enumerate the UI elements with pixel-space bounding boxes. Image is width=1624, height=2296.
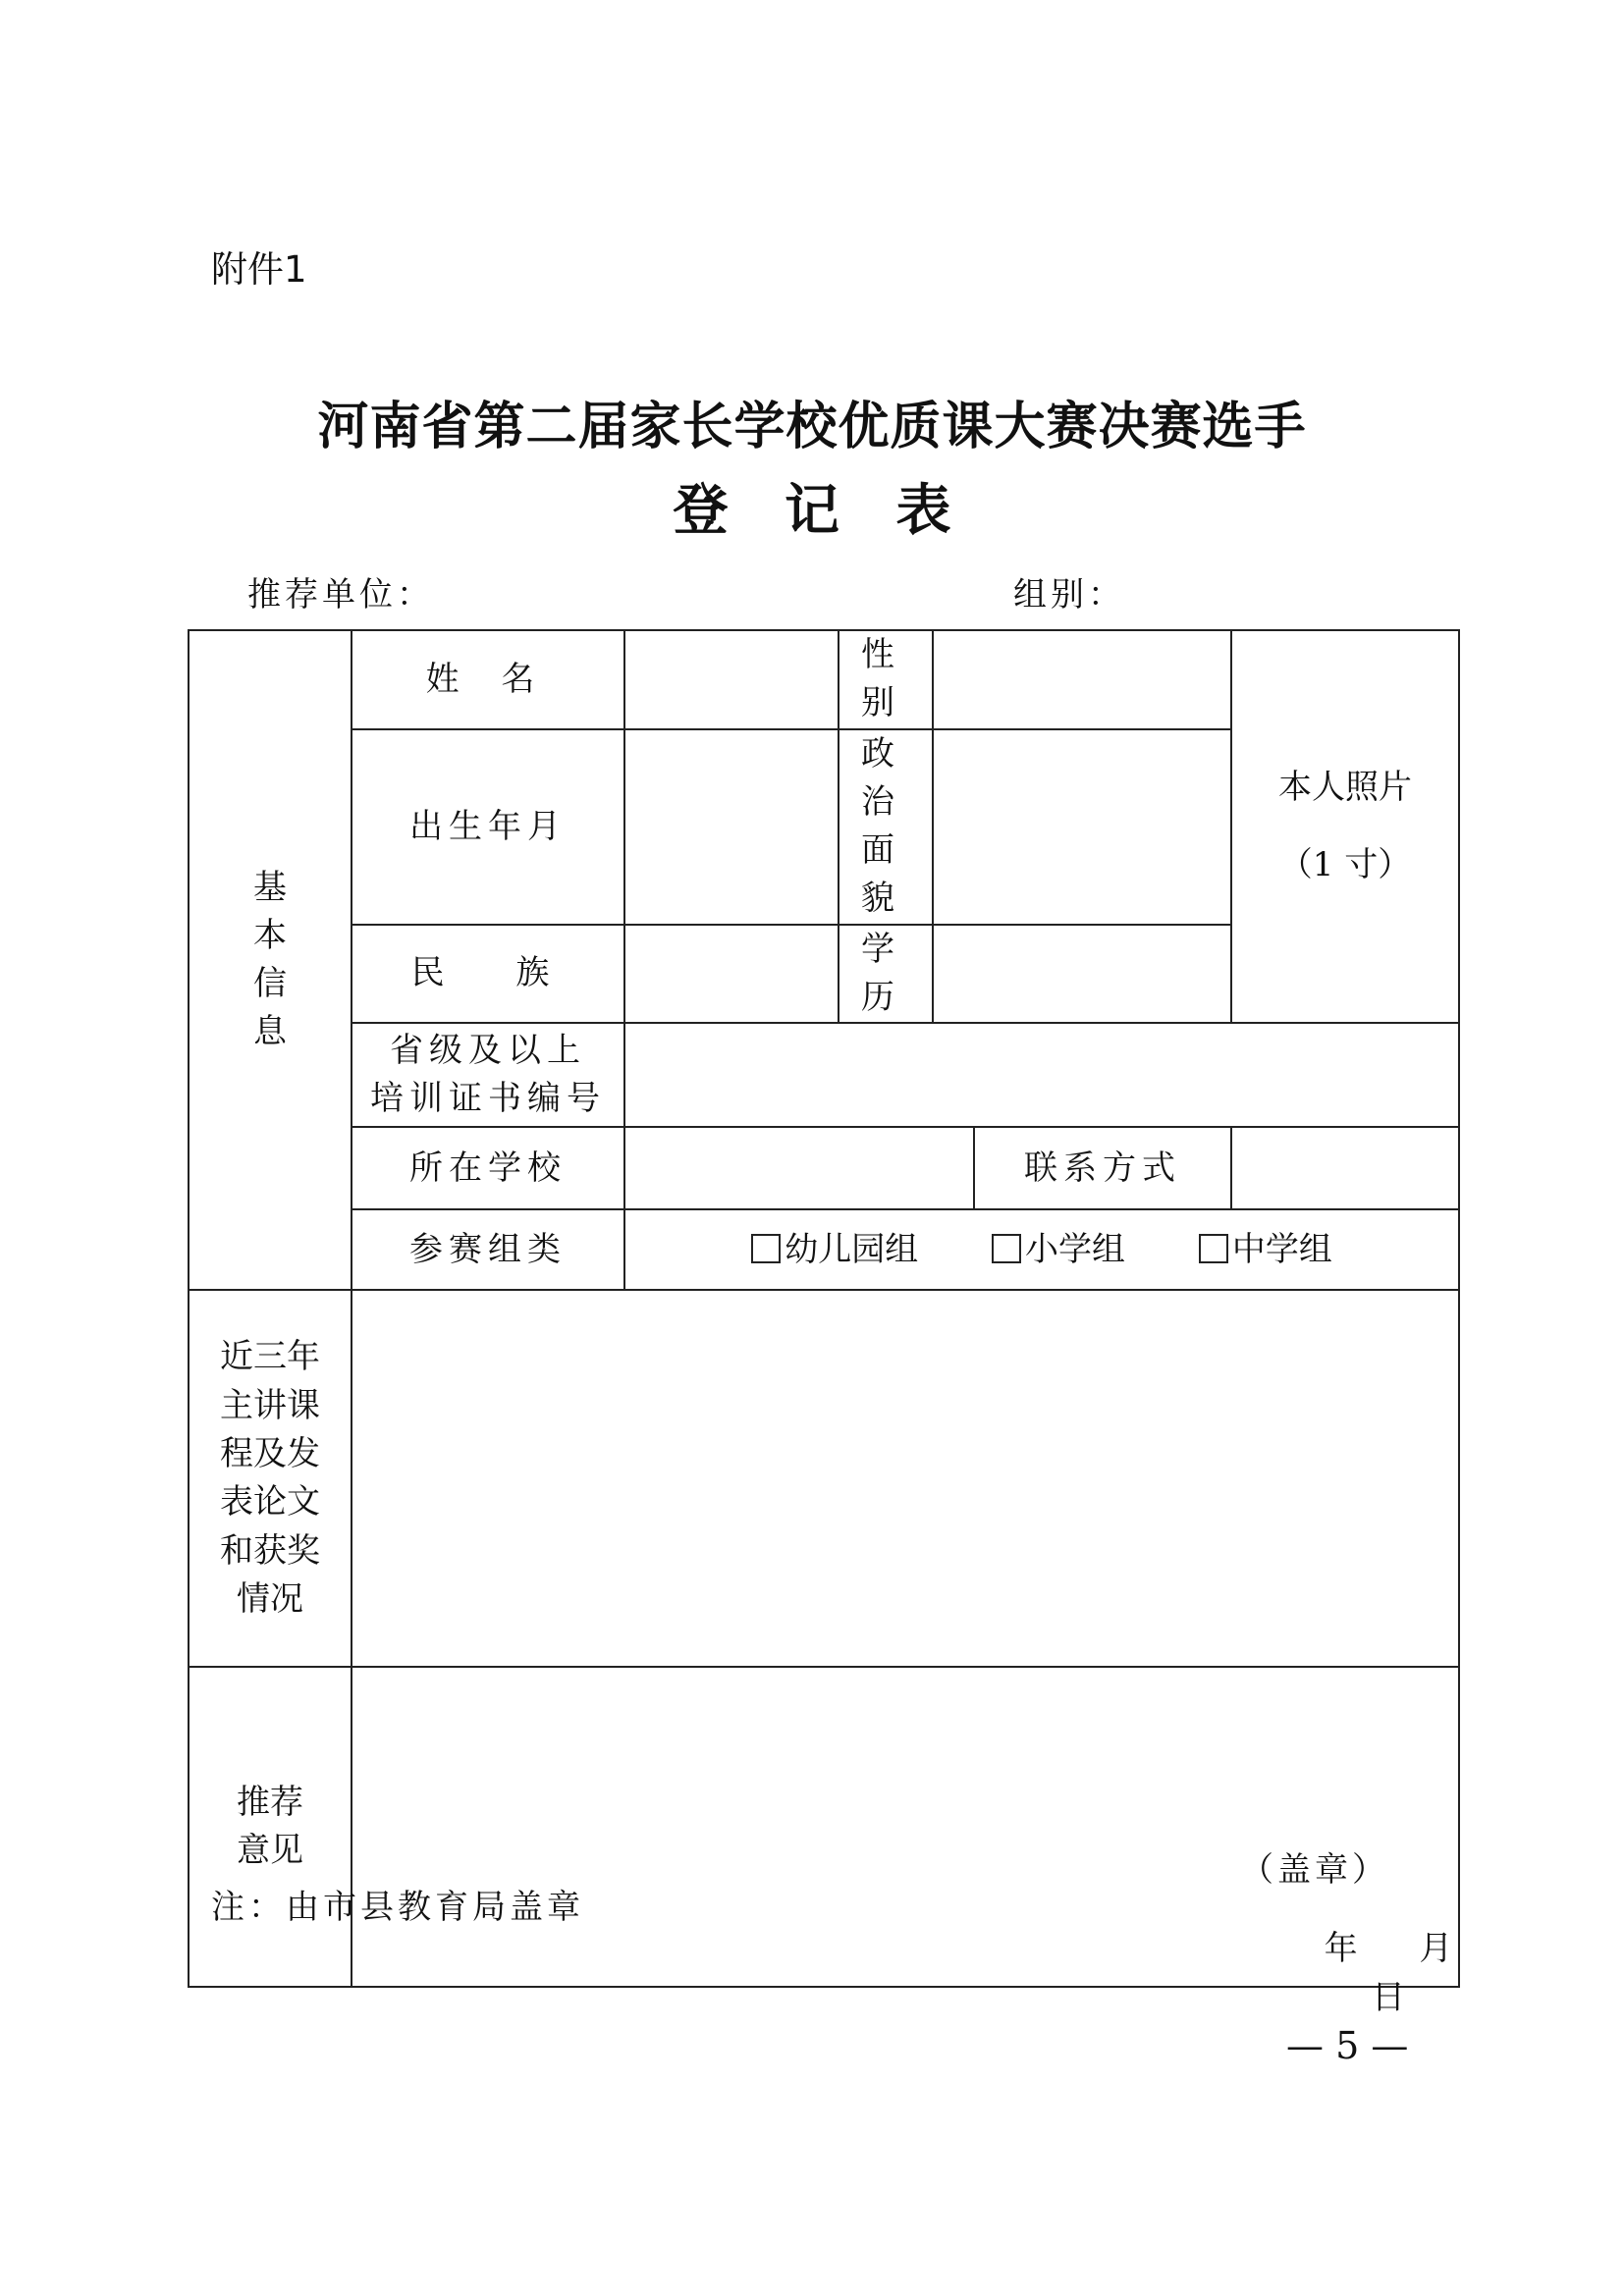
- group-label: 组别：: [1013, 575, 1125, 614]
- political-field[interactable]: [933, 729, 1231, 925]
- checkbox-icon[interactable]: [1199, 1234, 1228, 1263]
- seal-label: （盖章）: [1240, 1850, 1389, 1891]
- category-options: [624, 1209, 1459, 1290]
- ethnicity-field[interactable]: [624, 925, 839, 1024]
- school-field[interactable]: [624, 1127, 974, 1209]
- birth-field[interactable]: [624, 729, 839, 925]
- political-label: 政 治 面 貌: [839, 729, 933, 925]
- recommend-field[interactable]: [352, 1667, 1459, 2017]
- option-primary[interactable]: 小学组: [992, 1226, 1125, 1274]
- footnote: 注：由市县教育局盖章: [211, 1888, 584, 1927]
- checkbox-icon[interactable]: [751, 1234, 781, 1263]
- page-number: — 5 —: [1286, 2024, 1409, 2067]
- education-label: 学 历: [839, 925, 933, 1024]
- attachment-label: 附件1: [211, 248, 307, 291]
- checkbox-icon[interactable]: [992, 1234, 1021, 1263]
- contact-label: 联系方式: [974, 1127, 1231, 1209]
- courses-field[interactable]: [352, 1290, 1459, 1667]
- photo-size-label: （1 寸）: [1278, 845, 1412, 885]
- form-title: 河南省第二届家长学校优质课大赛决赛选手: [317, 397, 1307, 456]
- section-basic-info: 基 本 信 息: [189, 630, 352, 1290]
- ethnicity-label: 民 族: [352, 925, 624, 1024]
- name-label: 姓 名: [352, 630, 624, 729]
- photo-box[interactable]: [1231, 630, 1459, 1023]
- form-subtitle: 登 记 表: [673, 478, 951, 543]
- education-field[interactable]: [933, 925, 1231, 1024]
- birth-label: 出生年月: [352, 729, 624, 925]
- certificate-field[interactable]: [624, 1023, 1459, 1127]
- section-recommend: 推荐 意见: [189, 1667, 352, 1987]
- gender-field[interactable]: [933, 630, 1231, 729]
- option-kindergarten[interactable]: 幼儿园组: [751, 1226, 918, 1274]
- section-courses: 近三年 主讲课 程及发 表论文 和获奖 情况: [189, 1290, 352, 1667]
- certificate-label: 省级及以上 培训证书编号: [352, 1023, 624, 1127]
- contact-field[interactable]: [1231, 1127, 1459, 1209]
- category-label: 参赛组类: [352, 1209, 624, 1290]
- name-field[interactable]: [624, 630, 839, 729]
- gender-label: 性 别: [839, 630, 933, 729]
- photo-label: 本人照片: [1278, 767, 1413, 807]
- option-middle[interactable]: 中学组: [1199, 1226, 1332, 1274]
- recommend-unit-label: 推荐单位：: [247, 575, 434, 614]
- registration-table: [188, 629, 1460, 2017]
- date-line: 年 月 日: [1324, 1929, 1453, 2017]
- school-label: 所在学校: [352, 1127, 624, 1209]
